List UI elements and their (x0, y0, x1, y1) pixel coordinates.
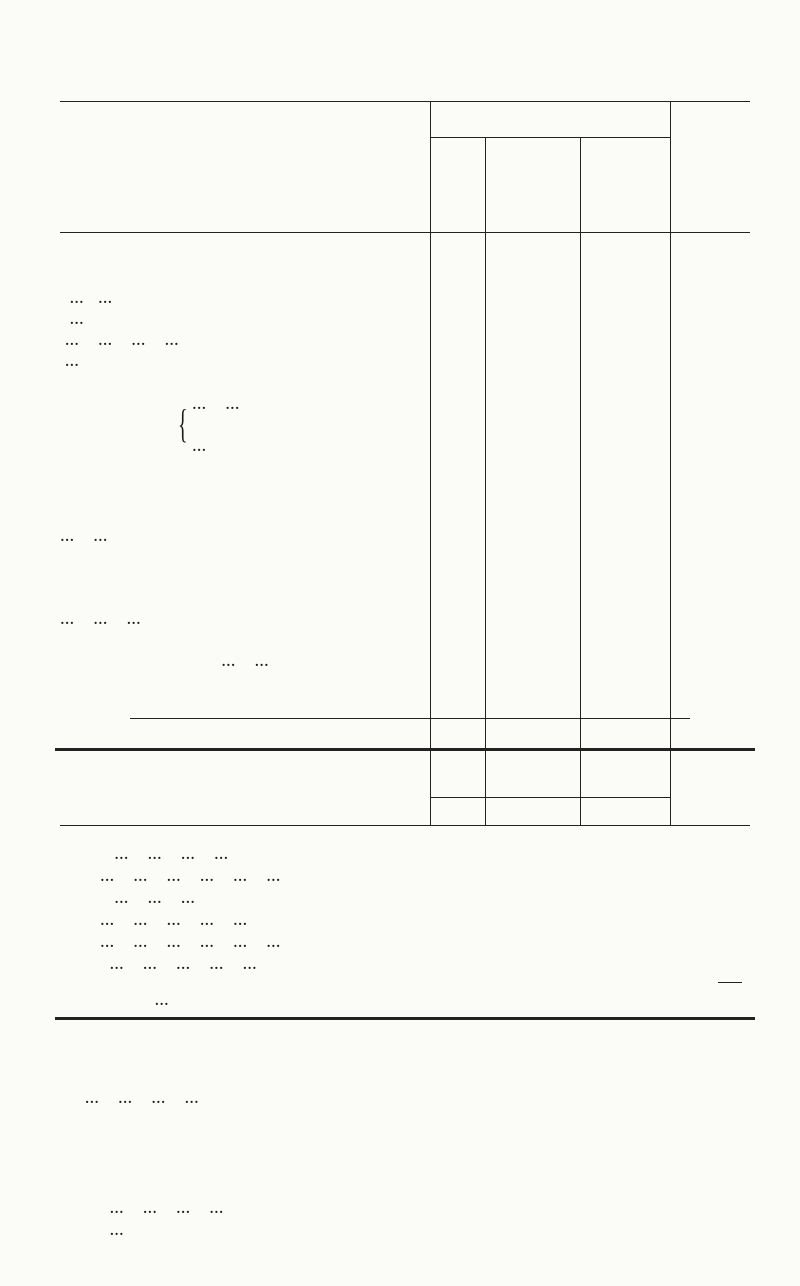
row-label-cleanliness: ... ... (60, 288, 113, 308)
total-rule (430, 797, 670, 798)
total-label: ... ... (221, 650, 269, 671)
col-divider-3 (580, 137, 581, 825)
group-header-rule (430, 137, 670, 138)
workshop-row: ... ... ... ... ... ... (100, 931, 281, 952)
table-top-rule (60, 101, 750, 102)
brace-icon: { (178, 401, 188, 446)
sanitary-sub-3: ... (192, 435, 207, 456)
rule (55, 1017, 755, 1020)
matter-row: ... (100, 1219, 124, 1240)
rule (55, 748, 755, 751)
col-divider-2 (485, 137, 486, 825)
matter-row: ... ... ... ... (100, 1197, 224, 1218)
rule (130, 718, 690, 719)
workshop-row: ... ... ... ... ... ... (100, 865, 281, 886)
workshop-row: ... ... ... (100, 887, 195, 908)
workshop-row: ... ... ... ... ... (100, 909, 248, 930)
rule (718, 982, 742, 983)
col-divider-4 (670, 101, 671, 825)
workshop-row: ... ... ... ... ... (100, 953, 257, 974)
col-divider-1 (430, 101, 431, 825)
row-label-ventilation: ... (60, 309, 84, 329)
row-label-overcrowding: ... ... ... ... (60, 330, 179, 350)
workshop-row: ... ... ... ... (100, 843, 229, 864)
row-label-drainage: ... (60, 351, 79, 371)
row-label-other-offences: ... ... ... (60, 609, 141, 629)
sanitary-sub-1: ... ... (192, 393, 240, 414)
workshops-total-label: ... (145, 989, 169, 1010)
row-label-illegal-occupation: ... ... (60, 525, 108, 546)
table-bottom-rule (60, 825, 750, 826)
matter-row: ... ... ... ... (80, 1087, 199, 1108)
header-bottom-rule (60, 232, 750, 233)
